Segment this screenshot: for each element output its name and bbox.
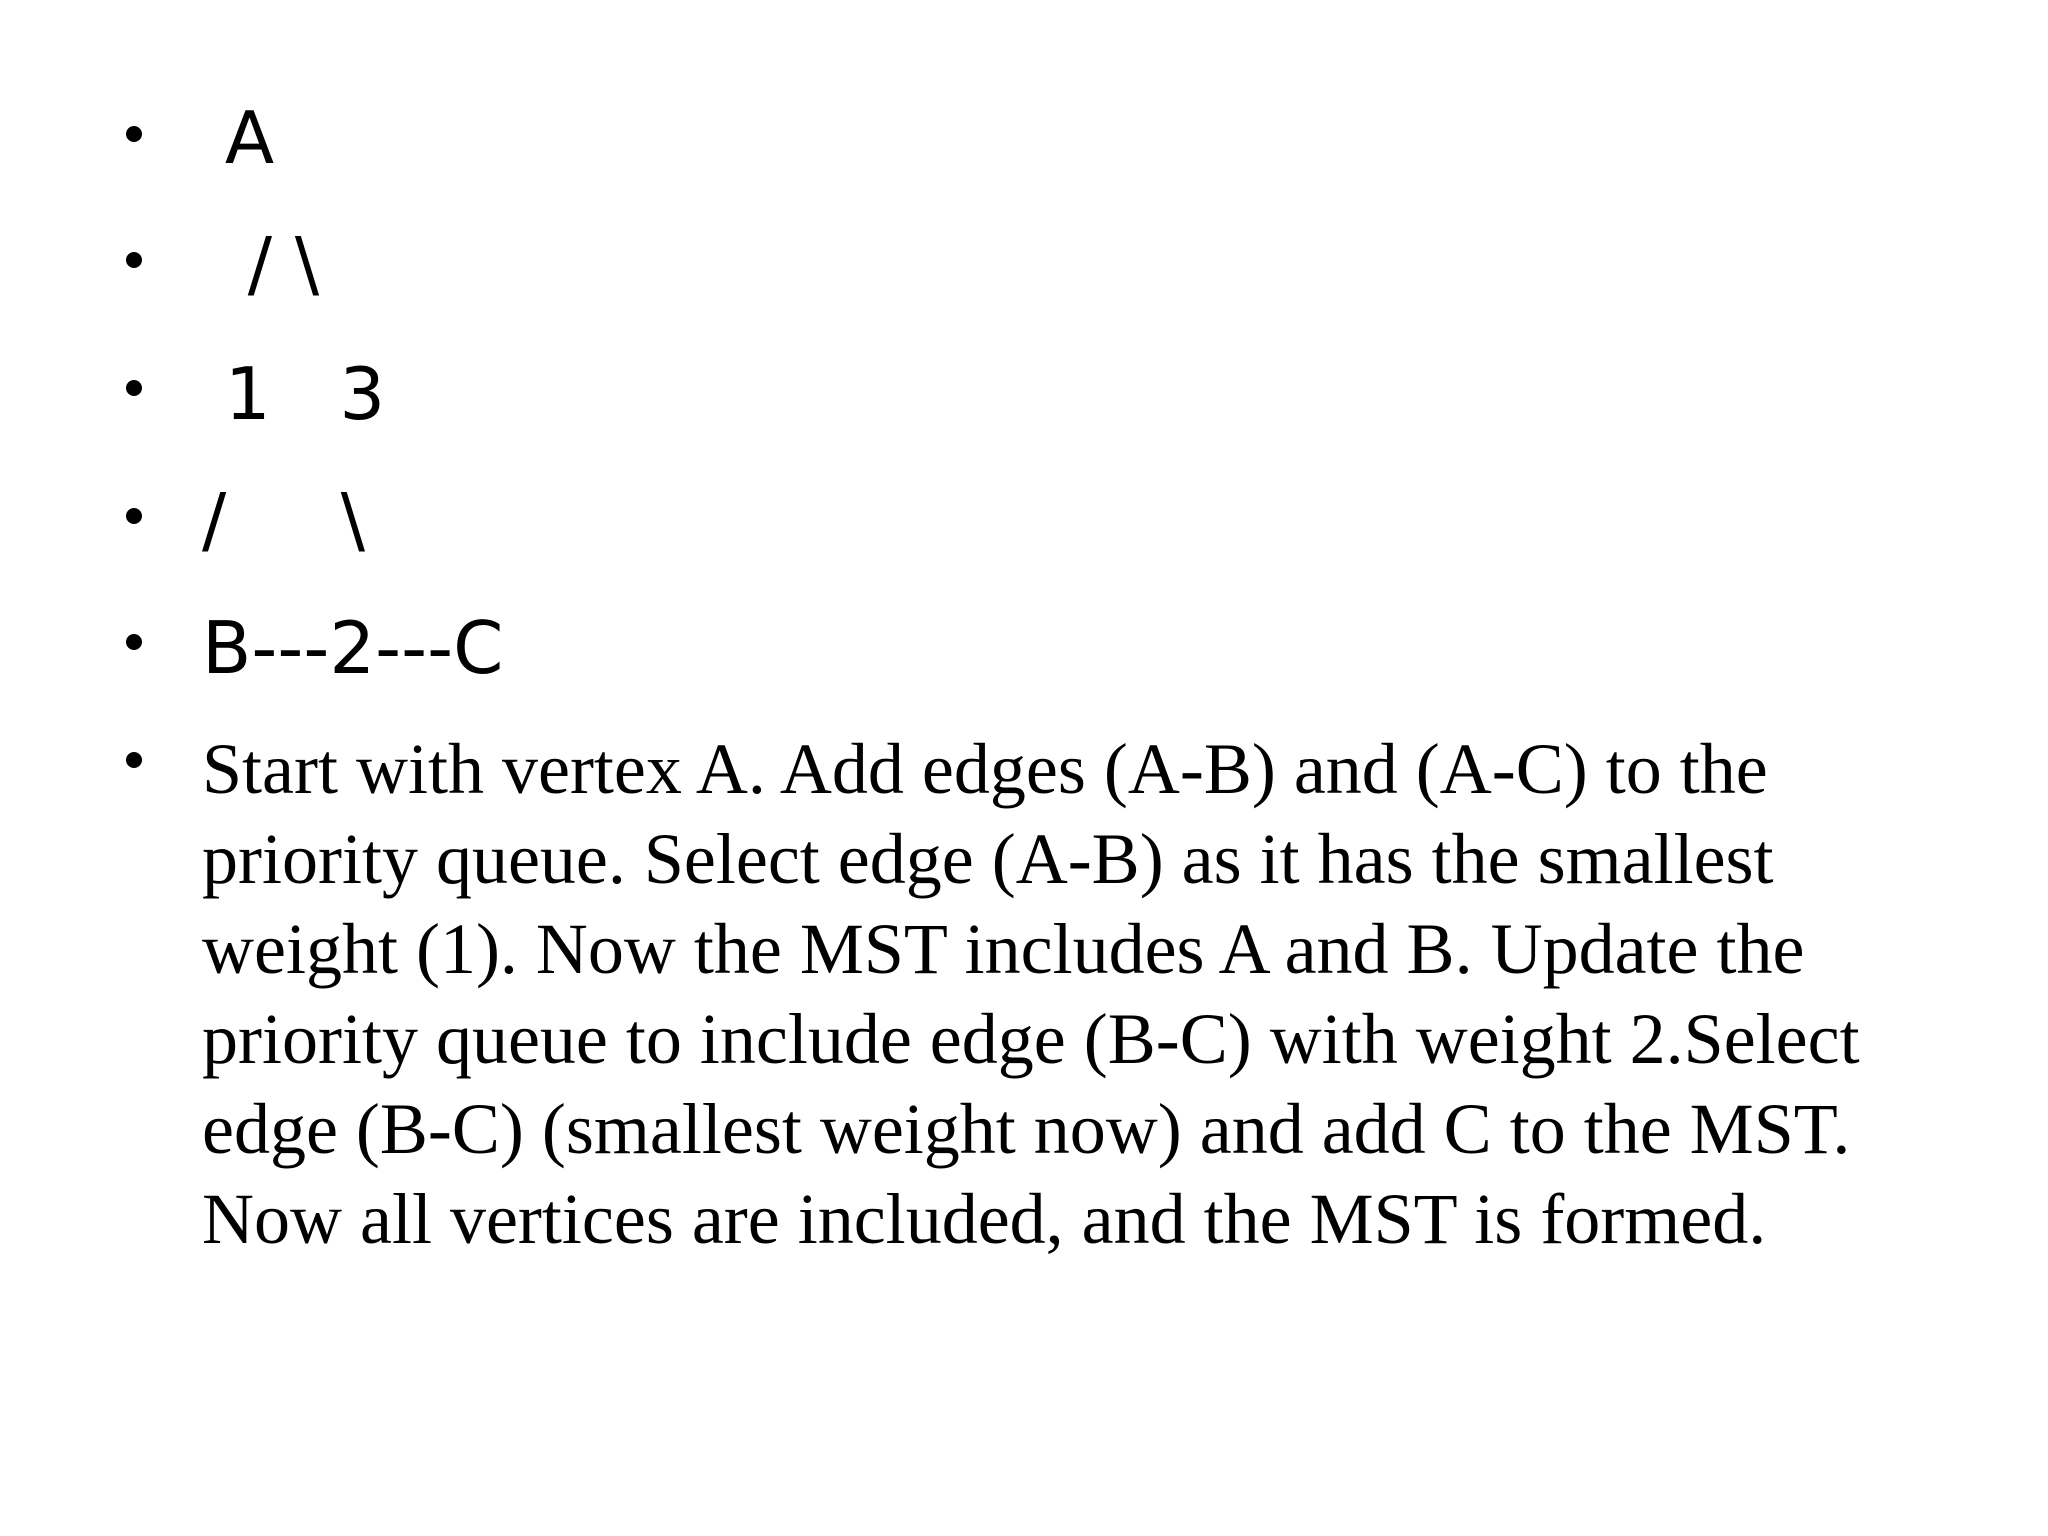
bullet-marker [126, 126, 142, 142]
bullet-marker [126, 508, 142, 524]
explanation-line: weight (1). Now the MST includes A and B. Update the [202, 909, 1805, 989]
explanation-line: priority queue. Select edge (A-B) as it has the smallest [202, 819, 1774, 899]
explanation-line: priority queue to include edge (B-C) with weight 2.Select [202, 999, 1860, 1079]
diagram-line-lower-edges: / \ [202, 478, 365, 562]
bullet-marker [126, 252, 142, 268]
bullet-marker [126, 380, 142, 396]
explanation-line: Start with vertex A. Add edges (A-B) and (A-C) to the [202, 729, 1768, 809]
diagram-line-bottom-edge: B---2---C [202, 606, 504, 690]
diagram-line-weights: 1 3 [202, 352, 386, 436]
bullet-marker [126, 752, 142, 768]
explanation-paragraph [202, 724, 1982, 1264]
diagram-line-upper-edges: / \ [202, 222, 320, 306]
explanation-line: Now all vertices are included, and the MST is formed. [202, 1179, 1767, 1259]
explanation-line: edge (B-C) (smallest weight now) and add C to the MST. [202, 1089, 1851, 1169]
diagram-line-vertex-a: A [202, 96, 275, 180]
bullet-marker [126, 634, 142, 650]
